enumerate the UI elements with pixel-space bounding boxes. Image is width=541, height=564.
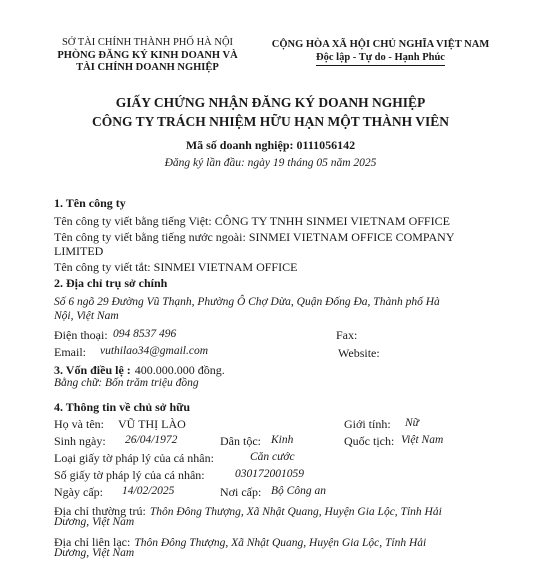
phone-value: 094 8537 496 bbox=[113, 328, 177, 340]
vn-name-label: Tên công ty viết bằng tiếng Việt: bbox=[54, 214, 212, 228]
ethnic-label: Dân tộc: bbox=[220, 434, 261, 448]
permanent-address-value-cont: Dương, Việt Nam bbox=[54, 516, 135, 528]
enterprise-code: Mã số doanh nghiệp: 0111056142 bbox=[185, 138, 356, 152]
short-name-row bbox=[54, 260, 297, 275]
foreign-name-value-cont: LIMITED bbox=[54, 244, 104, 258]
short-name-label: Tên công ty viết tắt: bbox=[54, 260, 151, 274]
owner-name-label: Họ và tên: bbox=[54, 417, 104, 431]
gender-label: Giới tính: bbox=[344, 417, 391, 431]
email-label: Email: bbox=[54, 345, 86, 359]
address-line-2: Nội, Việt Nam bbox=[54, 310, 119, 322]
contact-address-value: Thôn Đông Thượng, Xã Nhật Quang, Huyện Gia Lộc, Tỉnh Hải bbox=[134, 537, 427, 549]
foreign-name-row bbox=[54, 230, 455, 245]
authority-line-2: PHÒNG ĐĂNG KÝ KINH DOANH VÀ bbox=[57, 49, 238, 61]
vn-name-value: CÔNG TY TNHH SINMEI VIETNAM OFFICE bbox=[214, 214, 450, 228]
certificate-title: GIẤY CHỨNG NHẬN ĐĂNG KÝ DOANH NGHIỆP bbox=[115, 95, 426, 110]
gender-value: Nữ bbox=[405, 417, 419, 429]
foreign-name-label: Tên công ty viết bằng tiếng nước ngoài: bbox=[54, 230, 246, 244]
contact-address-value-cont: Dương, Việt Nam bbox=[54, 547, 135, 559]
doc-type-label: Loại giấy tờ pháp lý của cá nhân: bbox=[54, 451, 214, 465]
fax-label: Fax: bbox=[336, 328, 358, 342]
doc-type-value: Căn cước bbox=[250, 451, 295, 463]
national-title: CỘNG HÒA XÃ HỘI CHỦ NGHĨA VIỆT NAM bbox=[271, 39, 490, 50]
authority-line-1: SỞ TÀI CHÍNH THÀNH PHỐ HÀ NỘI bbox=[61, 37, 234, 48]
permanent-address-label: Địa chỉ thường trú: bbox=[54, 504, 146, 518]
issue-place-label: Nơi cấp: bbox=[220, 485, 262, 499]
national-header bbox=[258, 38, 503, 66]
issue-date-value: 14/02/2025 bbox=[122, 485, 175, 497]
email-value: vuthilao34@gmail.com bbox=[100, 345, 208, 357]
dob-value: 26/04/1972 bbox=[125, 434, 178, 446]
nationality-value: Việt Nam bbox=[401, 434, 444, 446]
ethnic-value: Kinh bbox=[271, 434, 294, 446]
company-type-title: CÔNG TY TRÁCH NHIỆM HỮU HẠN MỘT THÀNH VIÊN bbox=[91, 114, 450, 129]
registration-date: Đăng ký lần đầu: ngày 19 tháng 05 năm 2025 bbox=[164, 157, 377, 169]
vn-name-row bbox=[54, 214, 450, 229]
section-4-heading: 4. Thông tin về chủ sở hữu bbox=[54, 400, 191, 414]
doc-number-value: 030172001059 bbox=[235, 468, 304, 480]
owner-name-value: VŨ THỊ LÀO bbox=[118, 417, 186, 431]
website-label: Website: bbox=[338, 346, 380, 360]
foreign-name-value: SINMEI VIETNAM OFFICE COMPANY bbox=[248, 230, 455, 244]
contact-address-label: Địa chỉ liên lạc: bbox=[54, 535, 131, 549]
nationality-label: Quốc tịch: bbox=[344, 434, 395, 448]
issue-place-value: Bộ Công an bbox=[271, 485, 326, 497]
section-3-heading: 3. Vốn điều lệ : bbox=[54, 363, 131, 377]
phone-label: Điện thoại: bbox=[54, 328, 108, 342]
capital-value: 400.000.000 đồng. bbox=[134, 363, 225, 377]
address-line-1: Số 6 ngõ 29 Đường Vũ Thạnh, Phường Ô Chợ Dừa, Quận Đống Đa, Thành phố Hà bbox=[54, 296, 440, 308]
authority-line-3: TÀI CHÍNH DOANH NGHIỆP bbox=[76, 62, 219, 73]
permanent-address-value: Thôn Đông Thượng, Xã Nhật Quang, Huyện Gia Lộc, Tỉnh Hải bbox=[149, 506, 442, 518]
issue-date-label: Ngày cấp: bbox=[54, 485, 103, 499]
dob-label: Sinh ngày: bbox=[54, 434, 106, 448]
section-2-heading: 2. Địa chỉ trụ sở chính bbox=[54, 276, 168, 290]
capital-in-words: Bằng chữ: Bốn trăm triệu đồng bbox=[54, 377, 199, 389]
national-motto: Độc lập - Tự do - Hạnh Phúc bbox=[316, 51, 445, 66]
issuing-authority bbox=[40, 37, 255, 75]
section-1-heading: 1. Tên công ty bbox=[54, 196, 126, 210]
short-name-value: SINMEI VIETNAM OFFICE bbox=[153, 260, 298, 274]
doc-number-label: Số giấy tờ pháp lý của cá nhân: bbox=[54, 468, 205, 482]
